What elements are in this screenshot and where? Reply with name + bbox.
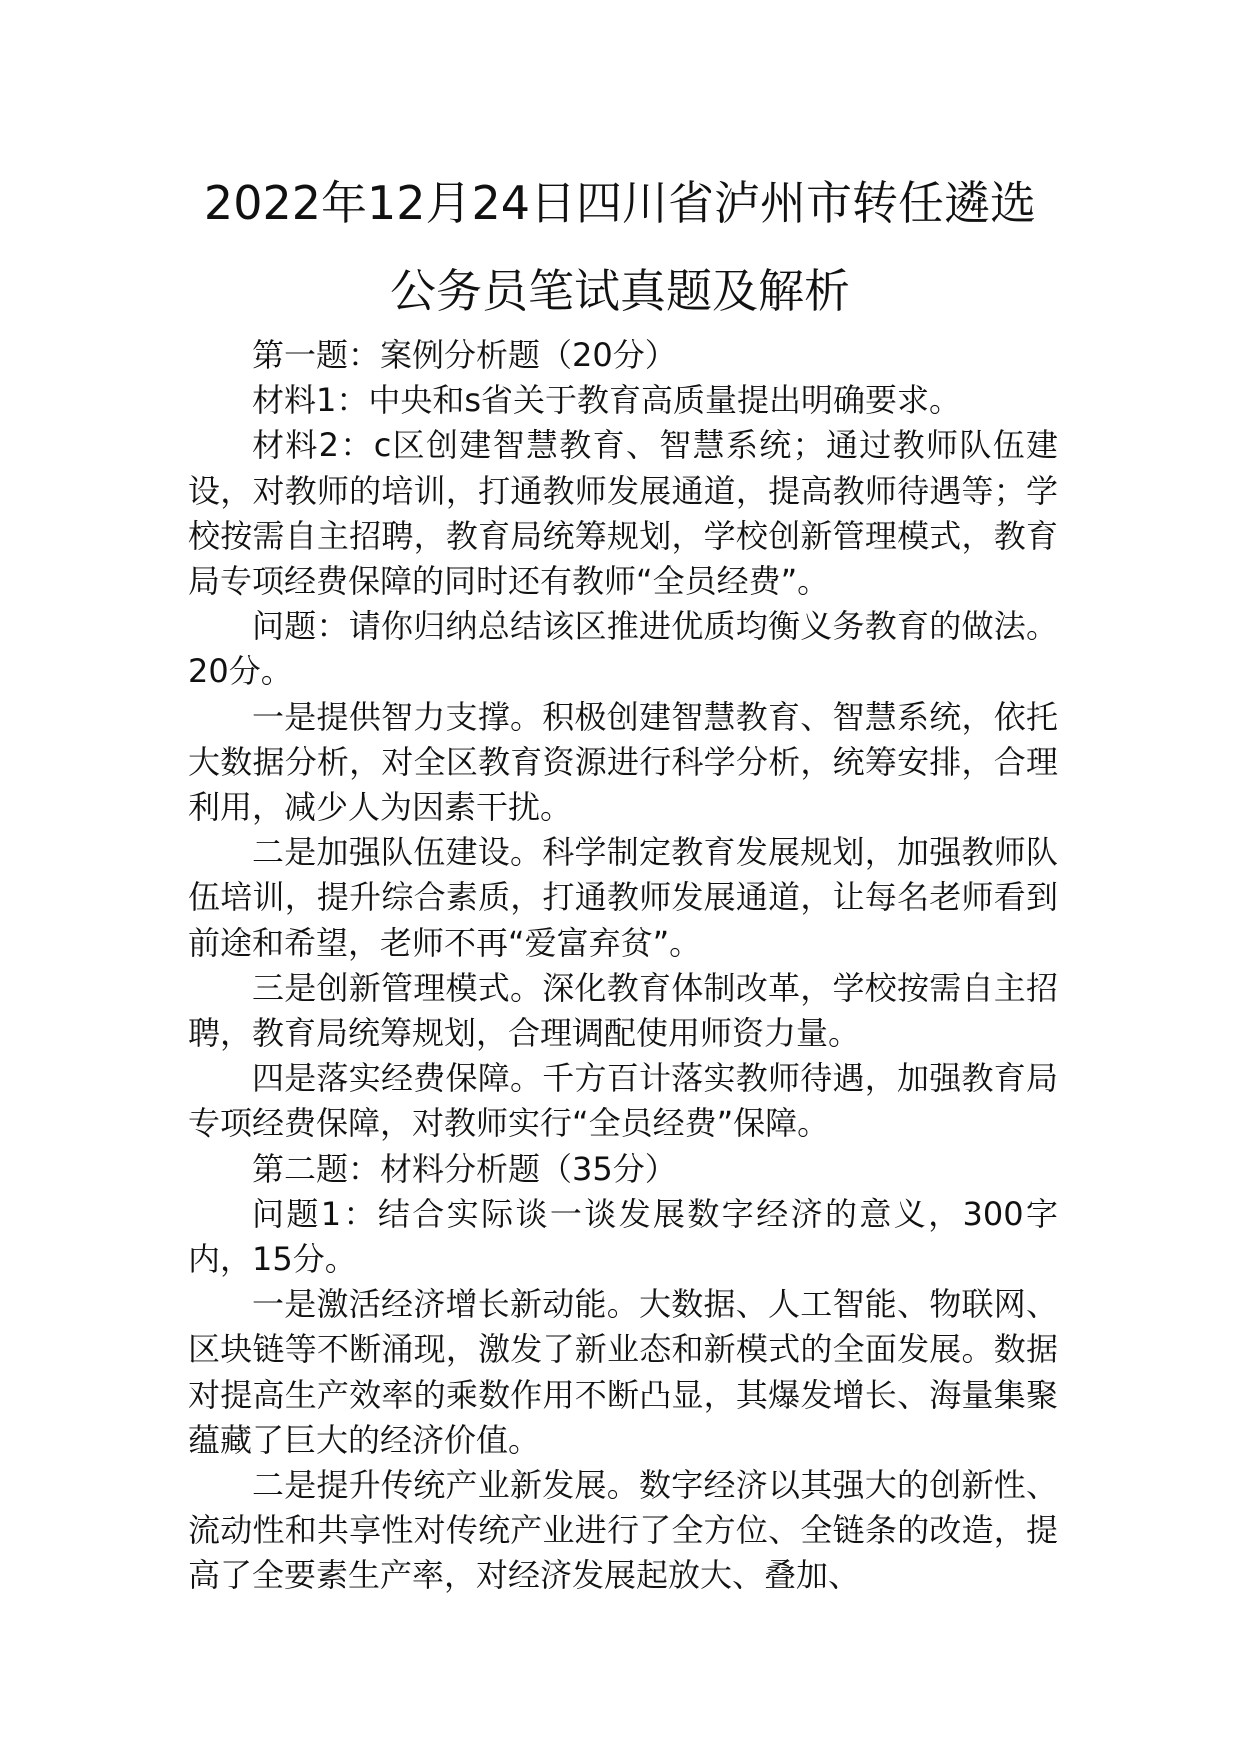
section-heading-2: 第二题：材料分析题（35分） [252, 1149, 677, 1188]
answer-2-point-1: 一是激活经济增长新动能。大数据、人工智能、物联网、区块链等不断涌现，激发了新业态和新模式的全面发展。数据对提高生产效率的乘数作用不断凸显，其爆发增长、海量集聚蕴藏了巨大的经济价值。 [188, 1285, 1058, 1459]
document-title-line-1: 2022年12月24日四川省泸州市转任遴选 [203, 176, 1037, 230]
document-body [188, 333, 1058, 1599]
section-heading-1: 第一题：案例分析题（20分） [252, 336, 677, 374]
question-2-1-paragraph: 问题1：结合实际谈一谈发展数字经济的意义，300字内，15分。 [188, 1194, 1058, 1279]
answer-point-2: 二是加强队伍建设。科学制定教育发展规划，加强教师队伍培训，提升综合素质，打通教师发展通道，让每名老师看到前途和希望，老师不再“爱富弃贫”。 [188, 833, 1058, 962]
material-2-paragraph: 材料2：c区创建智慧教育、智慧系统；通过教师队伍建设，对教师的培训，打通教师发展通道，提高教师待遇等；学校按需自主招聘，教育局统筹规划，学校创新管理模式，教育局专项经费保障的同时还有教师“全员经费”。 [188, 426, 1058, 601]
answer-point-1: 一是提供智力支撑。积极创建智慧教育、智慧系统，依托大数据分析，对全区教育资源进行科学分析，统筹安排，合理利用，减少人为因素干扰。 [188, 697, 1058, 827]
answer-2-point-2: 二是提升传统产业新发展。数字经济以其强大的创新性、流动性和共享性对传统产业进行了全方位、全链条的改造，提高了全要素生产率，对经济发展起放大、叠加、 [188, 1466, 1058, 1595]
document-title-line-2: 公务员笔试真题及解析 [390, 264, 850, 318]
answer-point-3: 三是创新管理模式。深化教育体制改革，学校按需自主招聘，教育局统筹规划，合理调配使用师资力量。 [188, 968, 1058, 1053]
material-1-paragraph: 材料1：中央和s省关于教育高质量提出明确要求。 [252, 381, 962, 420]
answer-point-4: 四是落实经费保障。千方百计落实教师待遇，加强教育局专项经费保障，对教师实行“全员经费”保障。 [188, 1059, 1058, 1143]
question-1-paragraph: 问题：请你归纳总结该区推进优质均衡义务教育的做法。20分。 [188, 607, 1058, 691]
